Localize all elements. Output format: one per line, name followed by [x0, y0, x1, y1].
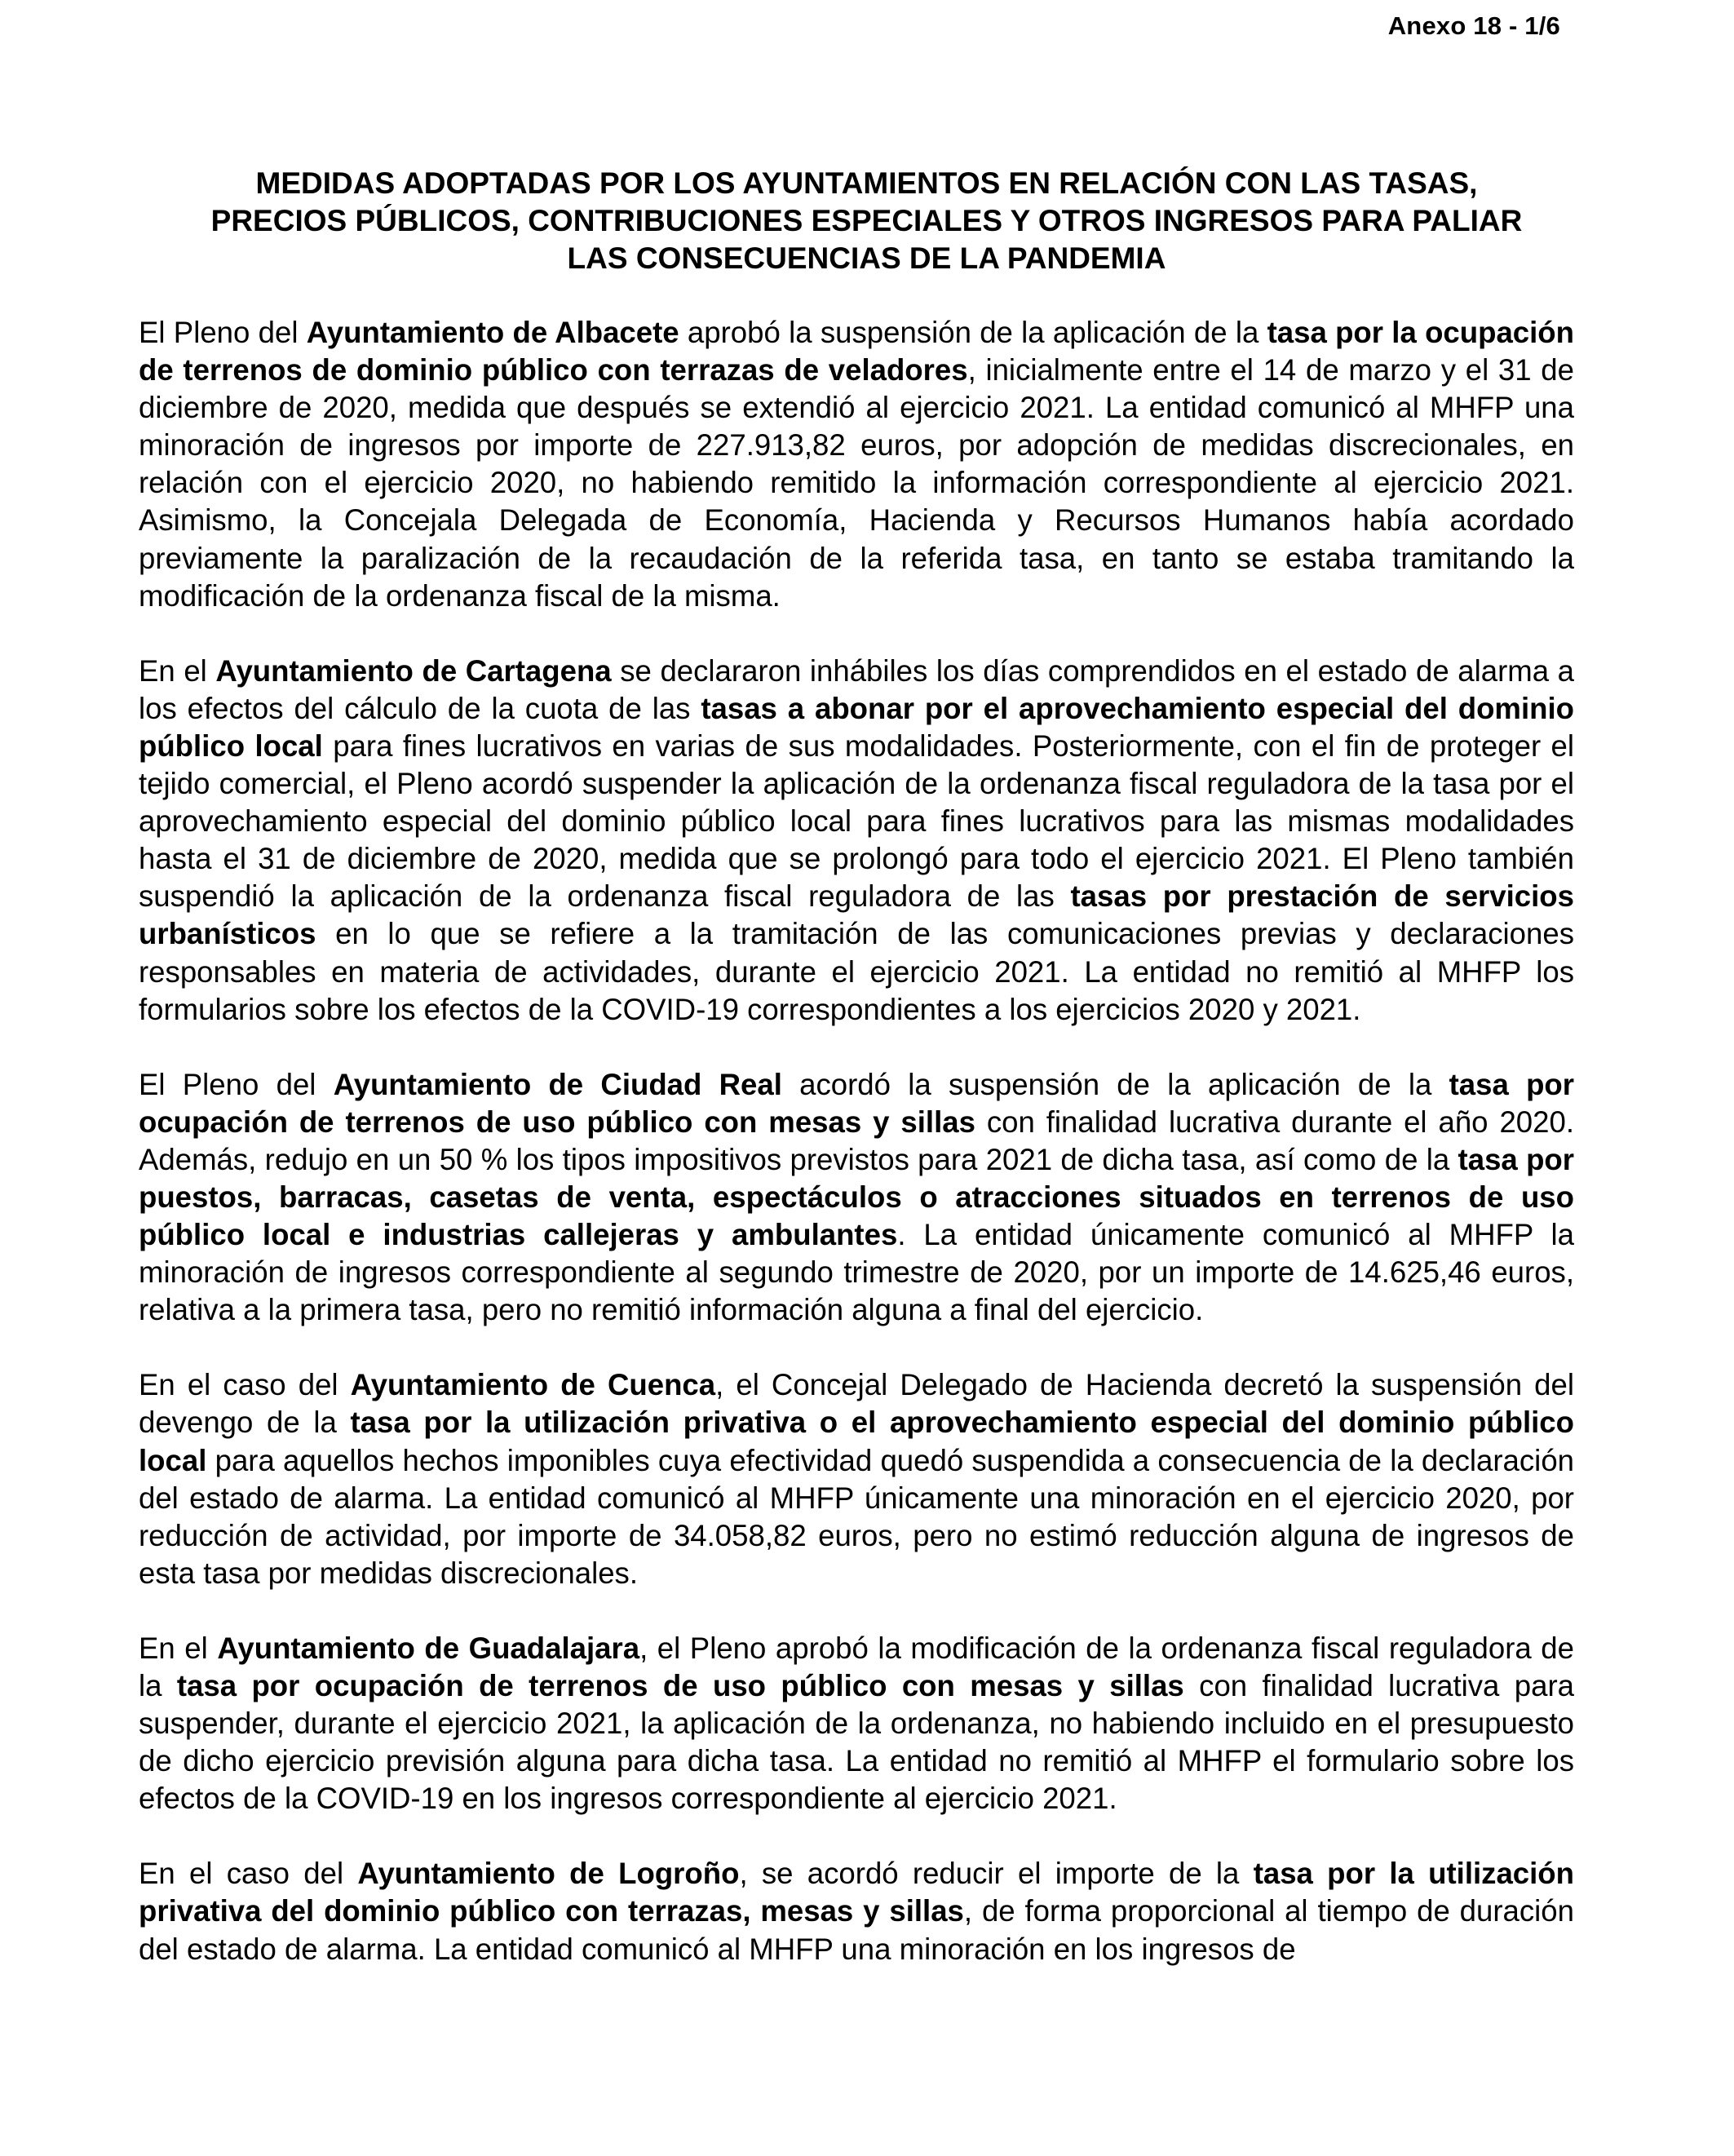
document-title	[139, 165, 1595, 277]
tax-name: tasa por ocupación de terrenos de uso público con mesas y sillas	[139, 1067, 1575, 1139]
entity-name: Ayuntamiento de Logroño	[357, 1857, 740, 1891]
tax-name: tasa por la ocupación de terrenos de dominio público con terrazas de veladores	[139, 316, 1574, 387]
text-segment: con finalidad lucrativa para suspender, durante el ejercicio 2021, la aplicación de la ordenanza, no habiendo incluido en el presupuesto de dicho ejercicio previsión alguna para dicha tasa. La entidad no remitió al MHFP el formulario sobre los efectos de la COVID-19 en los ingresos correspondiente al ejercicio 2021.	[139, 1669, 1574, 1816]
text-segment: en lo que se refiere a la tramitación de las comunicaciones previas y declaraciones responsables en materia de actividades, durante el ejercicio 2021. La entidad no remitió al MHFP los formularios sobre los efectos de la COVID-19 correspondientes a los ejercicios 2020 y 2021.	[139, 917, 1574, 1026]
paragraph-logrono	[139, 1855, 1574, 1968]
text-segment: En el	[139, 1631, 218, 1665]
tax-name: tasa por la utilización privativa o el aprovechamiento especial del dominio público local	[139, 1406, 1574, 1477]
text-segment: En el	[139, 653, 216, 688]
text-segment: con finalidad lucrativa durante el año 2020. Además, redujo en un 50 % los tipos impositivos previstos para 2021 de dicha tasa, así como de la	[139, 1105, 1574, 1176]
text-segment: para fines lucrativos en varias de sus modalidades. Posteriormente, con el fin de proteger el tejido comercial, el Pleno acordó suspender la aplicación de la ordenanza fiscal reguladora de la tasa por el aprovechamiento especial del dominio público local para fines lucrativos para las mismas modalidades hasta el 31 de diciembre de 2020, medida que se prolongó para todo el ejercicio 2021. El Pleno también suspendió la aplicación de la ordenanza fiscal reguladora de las	[139, 728, 1574, 914]
annex-page-label: Anexo 18 - 1/6	[1387, 11, 1560, 40]
text-segment: El Pleno del	[139, 1067, 334, 1101]
paragraph-cartagena	[139, 653, 1574, 1029]
paragraph-cuenca	[139, 1366, 1574, 1592]
text-segment: En el caso del	[139, 1368, 351, 1402]
title-line: MEDIDAS ADOPTADAS POR LOS AYUNTAMIENTOS EN RELACIÓN CON LAS TASAS,	[255, 166, 1478, 200]
text-segment: , se acordó reducir el importe de la	[739, 1857, 1254, 1891]
paragraph-guadalajara	[139, 1630, 1574, 1817]
text-segment: El Pleno del	[139, 316, 307, 349]
entity-name: Ayuntamiento de Albacete	[306, 316, 679, 349]
document-body	[139, 314, 1574, 2006]
tax-name: tasa por ocupación de terrenos de uso público con mesas y sillas	[176, 1669, 1184, 1702]
tax-name: tasas por prestación de servicios urbanísticos	[139, 879, 1574, 951]
title-line: PRECIOS PÚBLICOS, CONTRIBUCIONES ESPECIALES Y OTROS INGRESOS PARA PALIAR	[210, 204, 1523, 237]
text-segment: En el caso del	[139, 1857, 358, 1891]
text-segment: , de forma proporcional al tiempo de duración del estado de alarma. La entidad comunicó al MHFP una minoración en los ingresos de	[139, 1894, 1574, 1966]
entity-name: Ayuntamiento de Guadalajara	[217, 1631, 640, 1665]
text-segment: se declararon inhábiles los días comprendidos en el estado de alarma a los efectos del cálculo de la cuota de las	[139, 653, 1574, 725]
text-segment: para aquellos hechos imponibles cuya efectividad quedó suspendida a consecuencia de la declaración del estado de alarma. La entidad comunicó al MHFP únicamente una minoración en el ejercicio 2020, por reducción de actividad, por importe de 34.058,82 euros, pero no estimó reducción alguna de ingresos de esta tasa por medidas discrecionales.	[139, 1443, 1574, 1590]
text-segment: , el Concejal Delegado de Hacienda decretó la suspensión del devengo de la	[139, 1368, 1574, 1440]
paragraph-albacete	[139, 314, 1574, 615]
entity-name: Ayuntamiento de Cuenca	[350, 1368, 716, 1402]
text-segment: , el Pleno aprobó la modificación de la ordenanza fiscal reguladora de la	[139, 1631, 1574, 1702]
tax-name: tasa por puestos, barracas, casetas de venta, espectáculos o atracciones situados en terrenos de uso público local e industrias callejeras y ambulantes	[139, 1142, 1575, 1252]
paragraph-ciudad-real	[139, 1066, 1574, 1330]
text-segment: acordó la suspensión de la aplicación de la	[781, 1067, 1449, 1101]
entity-name: Ayuntamiento de Ciudad Real	[333, 1067, 782, 1101]
text-segment: . La entidad únicamente comunicó al MHFP la minoración de ingresos correspondiente al segundo trimestre de 2020, por un importe de 14.625,46 euros, relativa a la primera tasa, pero no remitió información alguna a final del ejercicio.	[139, 1218, 1574, 1327]
text-segment: aprobó la suspensión de la aplicación de la	[679, 316, 1267, 349]
tax-name: tasas a abonar por el aprovechamiento especial del dominio público local	[139, 691, 1574, 763]
title-line: LAS CONSECUENCIAS DE LA PANDEMIA	[567, 241, 1166, 275]
tax-name: tasa por la utilización privativa del dominio público con terrazas, mesas y sillas	[139, 1857, 1574, 1928]
text-segment: , inicialmente entre el 14 de marzo y el 31 de diciembre de 2020, medida que después se extendió al ejercicio 2021. La entidad comunicó al MHFP una minoración de ingresos por importe de 227.913,82 euros, por adopción de medidas discrecionales, en relación con el ejercicio 2020, no habiendo remitido la información correspondiente al ejercicio 2021. Asimismo, la Concejala Delegada de Economía, Hacienda y Recursos Humanos había acordado previamente la paralización de la recaudación de la referida tasa, en tanto se estaba tramitando la modificación de la ordenanza fiscal de la misma.	[139, 353, 1574, 613]
entity-name: Ayuntamiento de Cartagena	[215, 653, 612, 688]
